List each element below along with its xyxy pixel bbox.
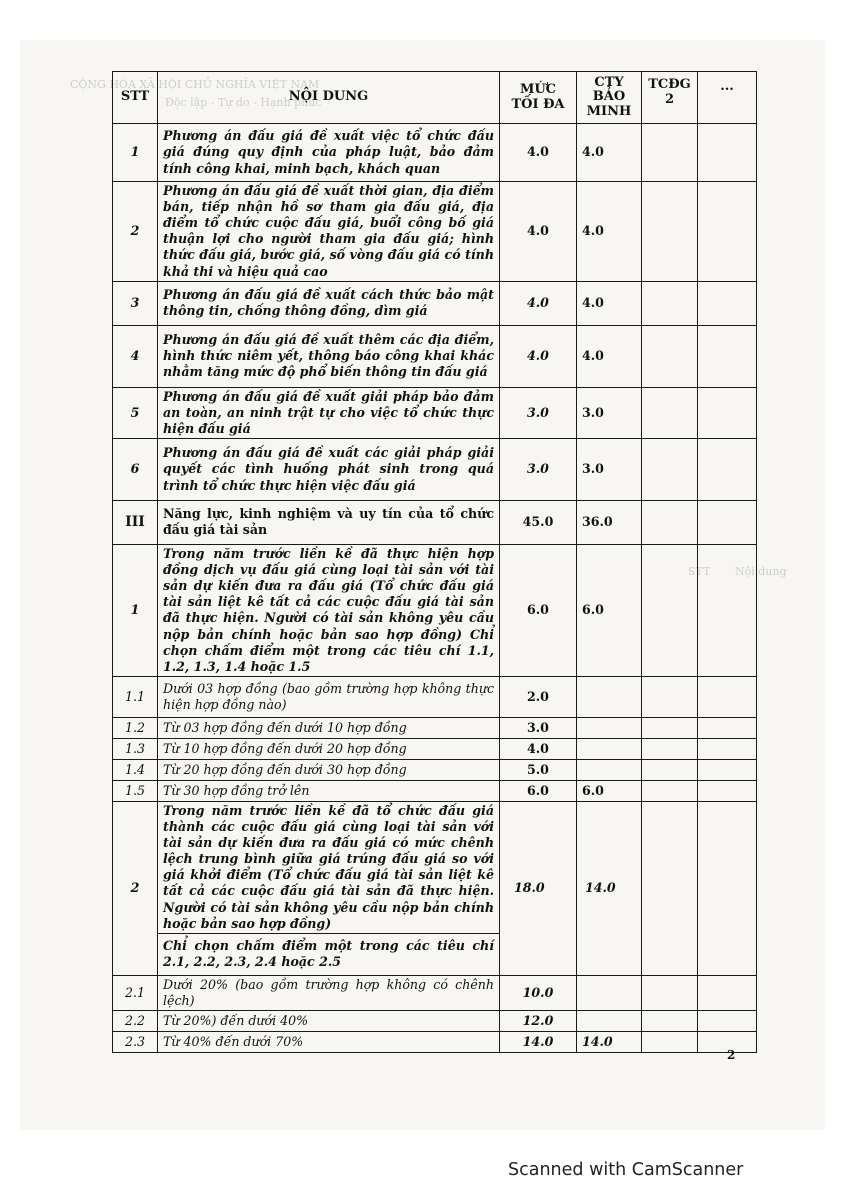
header-tcdg-2: TCĐG 2 bbox=[642, 72, 698, 124]
row-cty: 6.0 bbox=[577, 544, 642, 676]
row-max: 18.0 bbox=[500, 801, 577, 975]
table-row bbox=[113, 544, 757, 676]
table-row bbox=[113, 124, 757, 182]
row-content: Từ 30 hợp đồng trở lên bbox=[158, 780, 500, 801]
header-stt: STT bbox=[113, 72, 158, 124]
row-max: 4.0 bbox=[500, 182, 577, 282]
row-stt: 2.1 bbox=[113, 975, 158, 1010]
row-max: 4.0 bbox=[500, 325, 577, 387]
row-more bbox=[698, 387, 757, 438]
row-more bbox=[698, 1010, 757, 1031]
row-max: 12.0 bbox=[500, 1010, 577, 1031]
row-stt: 2 bbox=[113, 801, 158, 975]
table-row bbox=[113, 759, 757, 780]
row-tcdg bbox=[642, 676, 698, 717]
table-row bbox=[113, 780, 757, 801]
row-stt: 1 bbox=[113, 544, 158, 676]
row-tcdg bbox=[642, 438, 698, 500]
row-tcdg bbox=[642, 738, 698, 759]
table-row-section bbox=[113, 500, 757, 544]
row-tcdg bbox=[642, 759, 698, 780]
row-cty: 36.0 bbox=[577, 500, 642, 544]
row-stt: 5 bbox=[113, 387, 158, 438]
row-more bbox=[698, 182, 757, 282]
row-content: Phương án đấu giá đề xuất giải pháp bảo đảm an toàn, an ninh trật tự cho việc tổ chức thực hiện đấu giá bbox=[158, 387, 500, 438]
row-content: Dưới 03 hợp đồng (bao gồm trường hợp không thực hiện hợp đồng nào) bbox=[158, 676, 500, 717]
row-max: 5.0 bbox=[500, 759, 577, 780]
row-content: Từ 20 hợp đồng đến dưới 30 hợp đồng bbox=[158, 759, 500, 780]
row-content: Phương án đấu giá đề xuất thêm các địa điểm, hình thức niêm yết, thông báo công khai khác nhằm tăng mức độ phổ biến thông tin đấu giá bbox=[158, 325, 500, 387]
row-cty: 3.0 bbox=[577, 438, 642, 500]
row-stt: 3 bbox=[113, 281, 158, 325]
row-stt: 1 bbox=[113, 124, 158, 182]
scoring-table bbox=[112, 71, 757, 1053]
row-more bbox=[698, 801, 757, 975]
row-cty bbox=[577, 738, 642, 759]
table-row bbox=[113, 1031, 757, 1052]
row-cty bbox=[577, 676, 642, 717]
table-row bbox=[113, 717, 757, 738]
row-max: 3.0 bbox=[500, 717, 577, 738]
table-row bbox=[113, 438, 757, 500]
row-content: Trong năm trước liền kề đã thực hiện hợp đồng dịch vụ đấu giá cùng loại tài sản với tài sản dự kiến đưa ra đấu giá (Tổ chức đấu giá tài sản liệt kê tất cả các cuộc đấu giá tài sản đã thực hiện. Người có tài sản không yêu cầu nộp bản chính hoặc bản sao hợp đồng) Chỉ chọn chấm điểm một trong các tiêu chí 1.1, 1.2, 1.3, 1.4 hoặc 1.5 bbox=[158, 544, 500, 676]
bleed-through-text: STT bbox=[688, 565, 711, 578]
row-stt: III bbox=[113, 500, 158, 544]
row-more bbox=[698, 438, 757, 500]
row-tcdg bbox=[642, 182, 698, 282]
row-more bbox=[698, 325, 757, 387]
row-cty: 4.0 bbox=[577, 281, 642, 325]
table-row bbox=[113, 975, 757, 1010]
row-content: Từ 03 hợp đồng đến dưới 10 hợp đồng bbox=[158, 717, 500, 738]
row-max: 10.0 bbox=[500, 975, 577, 1010]
row-cty: 3.0 bbox=[577, 387, 642, 438]
bleed-through-text: Độc lập - Tự do - Hạnh phúc bbox=[165, 96, 322, 109]
row-more bbox=[698, 975, 757, 1010]
row-more bbox=[698, 544, 757, 676]
row-content: Phương án đấu giá đề xuất việc tổ chức đấu giá đúng quy định của pháp luật, bảo đảm tính công khai, minh bạch, khách quan bbox=[158, 124, 500, 182]
row-more bbox=[698, 780, 757, 801]
header-more: ... bbox=[698, 72, 757, 124]
table-row bbox=[113, 387, 757, 438]
header-content: NỘI DUNG bbox=[158, 72, 500, 124]
row-stt: 1.2 bbox=[113, 717, 158, 738]
row-cty: 14.0 bbox=[577, 801, 642, 975]
row-content: Phương án đấu giá đề xuất cách thức bảo mật thông tin, chống thông đồng, dìm giá bbox=[158, 281, 500, 325]
row-stt: 4 bbox=[113, 325, 158, 387]
row-tcdg bbox=[642, 325, 698, 387]
row-max: 4.0 bbox=[500, 281, 577, 325]
row-max: 3.0 bbox=[500, 438, 577, 500]
table-row bbox=[113, 182, 757, 282]
row-cty bbox=[577, 1010, 642, 1031]
row-tcdg bbox=[642, 281, 698, 325]
row-stt: 6 bbox=[113, 438, 158, 500]
row-note: Chỉ chọn chấm điểm một trong các tiêu chí 2.1, 2.2, 2.3, 2.4 hoặc 2.5 bbox=[158, 933, 500, 975]
row-max: 14.0 bbox=[500, 1031, 577, 1052]
row-max: 4.0 bbox=[500, 738, 577, 759]
header-max-score: MỨC TỐI ĐA bbox=[500, 72, 577, 124]
row-content: Phương án đấu giá đề xuất các giải pháp giải quyết các tình huống phát sinh trong quá trình tổ chức thực hiện việc đấu giá bbox=[158, 438, 500, 500]
table-row bbox=[113, 801, 757, 933]
row-tcdg bbox=[642, 1031, 698, 1052]
header-cty-bao-minh: CTY BẢO MINH bbox=[577, 72, 642, 124]
row-content: Từ 20%) đến dưới 40% bbox=[158, 1010, 500, 1031]
bleed-through-text: CỘNG HÒA XÃ HỘI CHỦ NGHĨA VIỆT NAM bbox=[70, 78, 320, 91]
row-stt: 1.4 bbox=[113, 759, 158, 780]
row-content: Năng lực, kinh nghiệm và uy tín của tổ chức đấu giá tài sản bbox=[158, 500, 500, 544]
row-more bbox=[698, 676, 757, 717]
row-stt: 2.2 bbox=[113, 1010, 158, 1031]
row-tcdg bbox=[642, 387, 698, 438]
table-header-row bbox=[113, 72, 757, 124]
row-more bbox=[698, 717, 757, 738]
row-stt: 1.5 bbox=[113, 780, 158, 801]
row-tcdg bbox=[642, 975, 698, 1010]
row-tcdg bbox=[642, 1010, 698, 1031]
row-max: 3.0 bbox=[500, 387, 577, 438]
row-cty: 4.0 bbox=[577, 182, 642, 282]
row-content: Từ 10 hợp đồng đến dưới 20 hợp đồng bbox=[158, 738, 500, 759]
row-tcdg bbox=[642, 801, 698, 975]
table-row bbox=[113, 325, 757, 387]
row-cty bbox=[577, 717, 642, 738]
row-stt: 1.1 bbox=[113, 676, 158, 717]
row-cty: 4.0 bbox=[577, 124, 642, 182]
row-more bbox=[698, 124, 757, 182]
row-max: 4.0 bbox=[500, 124, 577, 182]
row-more bbox=[698, 281, 757, 325]
table-row bbox=[113, 676, 757, 717]
row-tcdg bbox=[642, 124, 698, 182]
table-row bbox=[113, 1010, 757, 1031]
row-max: 2.0 bbox=[500, 676, 577, 717]
row-content: Dưới 20% (bao gồm trường hợp không có chênh lệch) bbox=[158, 975, 500, 1010]
row-cty bbox=[577, 759, 642, 780]
row-content: Từ 40% đến dưới 70% bbox=[158, 1031, 500, 1052]
scanner-watermark: Scanned with CamScanner bbox=[508, 1160, 744, 1180]
row-content: Trong năm trước liền kề đã tổ chức đấu giá thành các cuộc đấu giá cùng loại tài sản với tài sản dự kiến đưa ra đấu giá có mức chênh lệch trung bình giữa giá trúng đấu giá so với giá khởi điểm (Tổ chức đấu giá tài sản liệt kê tất cả các cuộc đấu giá tài sản đã thực hiện. Người có tài sản không yêu cầu nộp bản chính hoặc bản sao hợp đồng) bbox=[158, 801, 500, 933]
row-tcdg bbox=[642, 500, 698, 544]
row-more bbox=[698, 500, 757, 544]
row-stt: 2.3 bbox=[113, 1031, 158, 1052]
row-stt: 1.3 bbox=[113, 738, 158, 759]
row-max: 6.0 bbox=[500, 544, 577, 676]
row-cty: 6.0 bbox=[577, 780, 642, 801]
row-cty: 4.0 bbox=[577, 325, 642, 387]
bleed-through-text: Nội dung bbox=[735, 565, 787, 578]
row-more bbox=[698, 738, 757, 759]
row-max: 45.0 bbox=[500, 500, 577, 544]
row-max: 6.0 bbox=[500, 780, 577, 801]
row-tcdg bbox=[642, 780, 698, 801]
page-number: 2 bbox=[727, 1048, 736, 1062]
table-row bbox=[113, 281, 757, 325]
row-more bbox=[698, 759, 757, 780]
row-stt: 2 bbox=[113, 182, 158, 282]
row-content: Phương án đấu giá đề xuất thời gian, địa điểm bán, tiếp nhận hồ sơ tham gia đấu giá, địa điểm tổ chức cuộc đấu giá, buổi công bố giá thuận lợi cho người tham gia đấu giá; hình thức đấu giá, bước giá, số vòng đấu giá có tính khả thi và hiệu quả cao bbox=[158, 182, 500, 282]
row-cty: 14.0 bbox=[577, 1031, 642, 1052]
row-cty bbox=[577, 975, 642, 1010]
table-row bbox=[113, 738, 757, 759]
row-tcdg bbox=[642, 544, 698, 676]
row-tcdg bbox=[642, 717, 698, 738]
